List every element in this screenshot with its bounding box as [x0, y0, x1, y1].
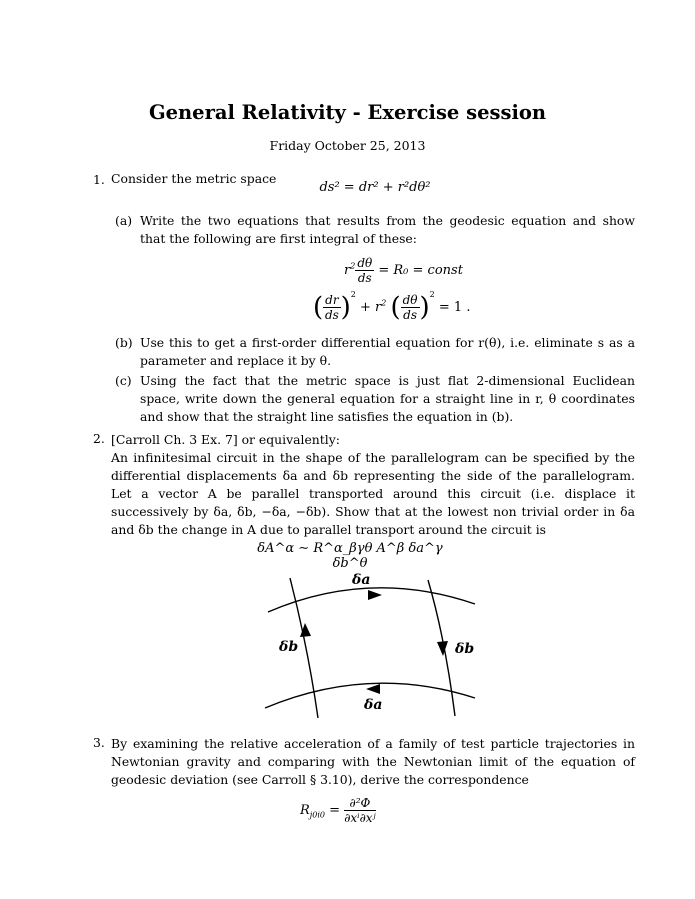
problem-3-text: By examining the relative acceleration of a family of test particle trajectories in Newtonian gravity and comparing with the Newtonian limit of the equation of geodesic deviation (see Carroll § 3.10), derive the correspondence [111, 736, 635, 787]
problem-1a-text: Write the two equations that results from the geodesic equation and show that the following are first integral of these: [140, 213, 635, 246]
problem-2-text: An infinitesimal circuit in the shape of the parallelogram can be specified by the differential displacements δa and δb representing the side of the parallelogram. Let a vector A be parallel transported around this circuit (i.e. displace it successively by δa, δb, −δa, −δb). Show that at the lowest non trivial order in δa and δb the change in A due to parallel transport around the circuit is [111, 450, 635, 537]
label-bottom-delta-a: δa [364, 697, 383, 713]
session-date: Friday October 25, 2013 [269, 138, 426, 153]
first-integral-2: ( $\frac{dr}{ds}$ )$^2 + r^2$ ( $\frac{d\theta}{ds}$ )$^2$ = 1 . [313, 290, 471, 323]
label-top-delta-a: δa [352, 572, 371, 588]
problem-3-number: 3. [93, 735, 105, 750]
first-integral-1-rhs: = R₀ = const [378, 263, 463, 278]
problem-1b-text: Use this to get a first-order differential equation for r(θ), i.e. eliminate s as a parameter and replace it by θ. [140, 335, 635, 368]
top-arrow [368, 590, 382, 600]
right-arrow [437, 641, 448, 656]
first-integral-2-rhs: = 1 . [438, 300, 471, 315]
bottom-arrow [366, 684, 380, 694]
problem-1a-label: (a) [115, 213, 133, 228]
problem-1c-label: (c) [115, 373, 132, 388]
label-left-delta-b: δb [279, 639, 299, 655]
label-right-delta-b: δb [455, 641, 475, 657]
problem-1c-text: Using the fact that the metric space is just flat 2-dimensional Euclidean space, write down the general equation for a straight line in r, θ coordinates and show that the straight line satisfies the equation in (b). [140, 373, 635, 424]
metric-equation [300, 180, 450, 195]
problem-2-number: 2. [93, 431, 105, 446]
metric-equation-text: ds² = dr² + r²dθ² [319, 180, 431, 195]
curvature-equation: δA^α ∼ R^α_βγθ A^β δa^γ δb^θ [257, 541, 443, 571]
problem-2-reference: [Carroll Ch. 3 Ex. 7] or equivalently: [111, 432, 340, 447]
problem-1b-label: (b) [115, 335, 133, 350]
first-integral-1: $r^2$ $\frac{d\theta}{ds}$ = R₀ = const [344, 256, 463, 285]
correspondence-equation: $R_{j0i0}$ = $\frac{\text{∂²Φ}}{\text{∂xⁱ∂xʲ}}$ [300, 796, 376, 825]
page-title: General Relativity - Exercise session [148, 101, 547, 124]
problem-1-number: 1. [93, 172, 105, 187]
problem-1-intro: Consider the metric space [111, 171, 277, 186]
